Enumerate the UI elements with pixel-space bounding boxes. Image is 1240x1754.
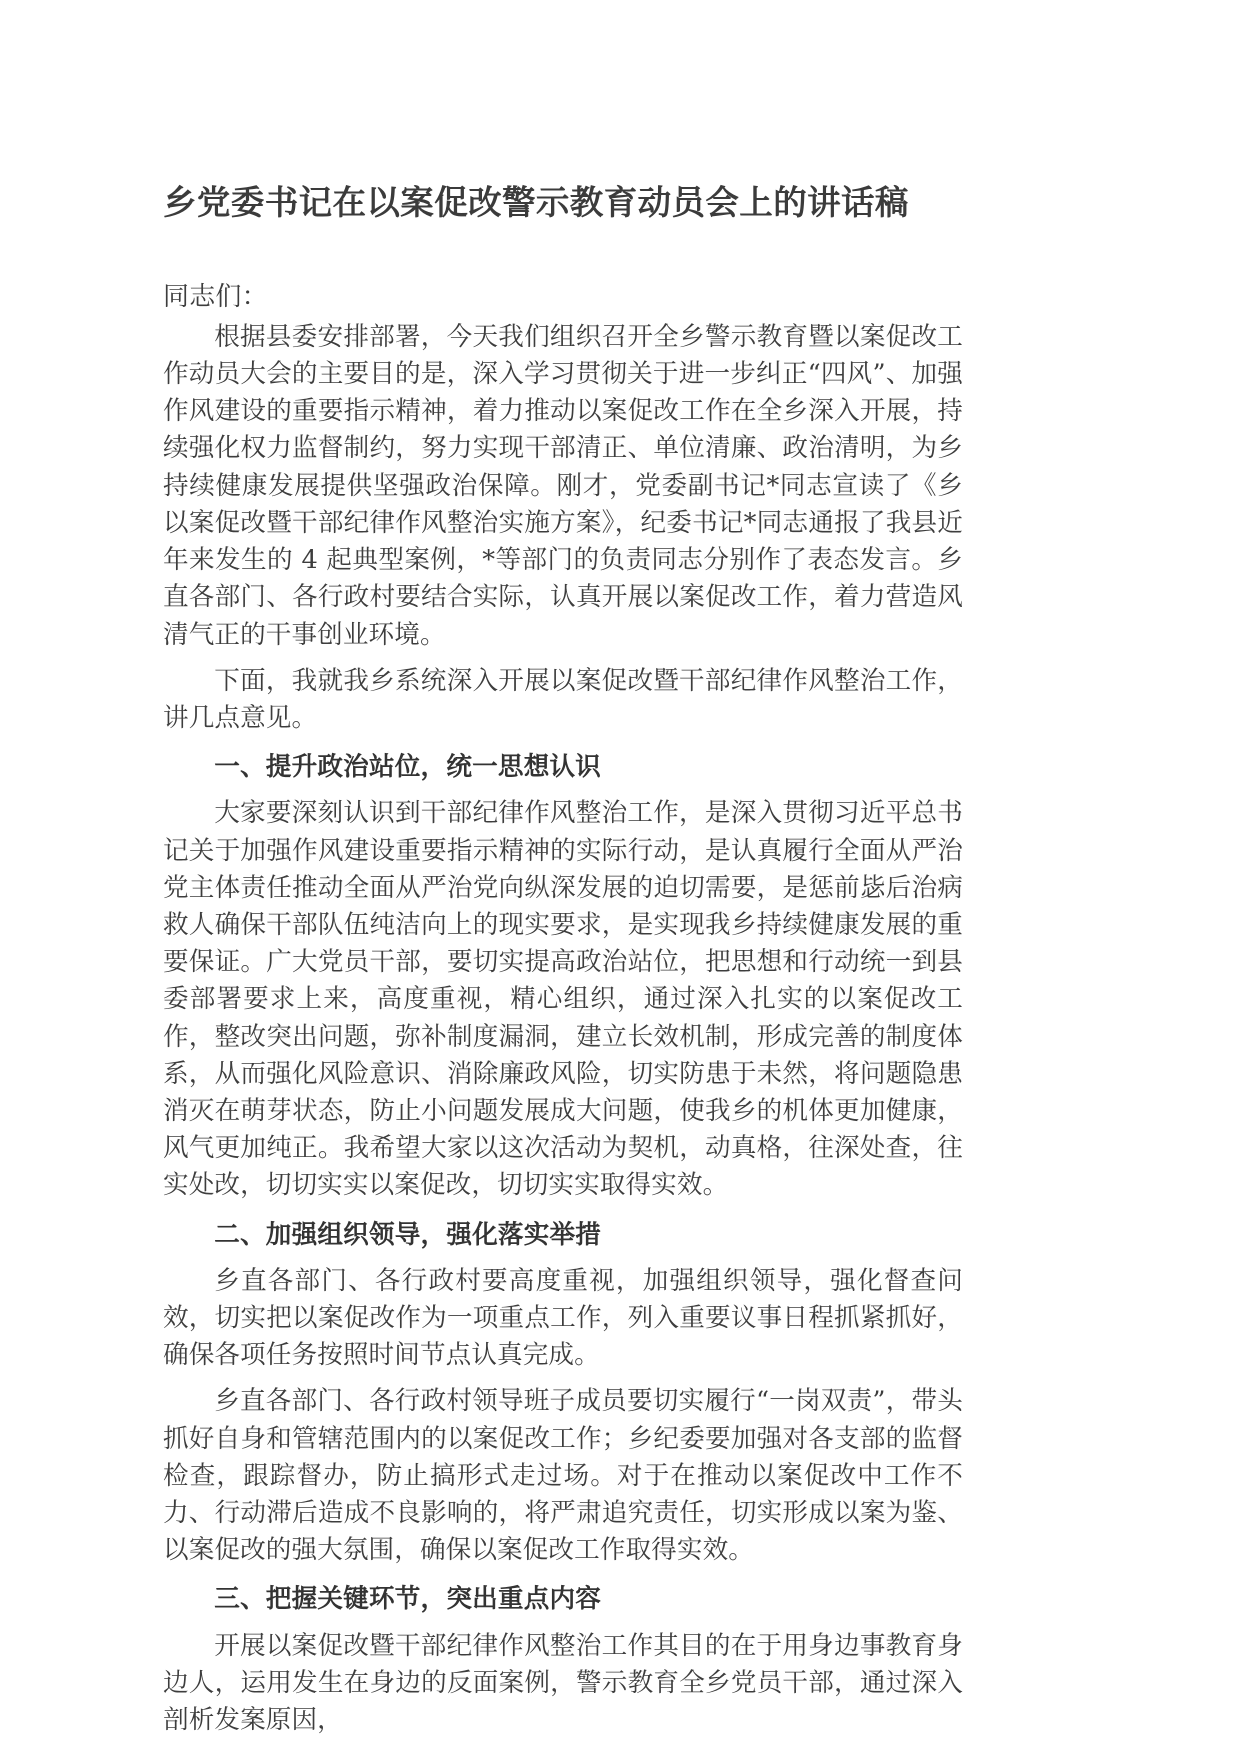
paragraph-intro-2: 下面，我就我乡系统深入开展以案促改暨干部纪律作风整治工作，讲几点意见。 bbox=[163, 665, 963, 733]
section-heading-3: 三、把握关键环节，突出重点内容 bbox=[214, 1584, 602, 1615]
salutation: 同志们： bbox=[163, 281, 268, 312]
paragraph-intro-1: 根据县委安排部署，今天我们组织召开全乡警示教育暨以案促改工作动员大会的主要目的是，深入学习贯彻关于进一步纠正“四风”、加强作风建设的重要指示精神，着力推动以案促改工作在全乡深入开展，持续强化权力监督制约，努力实现干部清正、单位清廉、政治清明，为乡持续健康发展提供坚强政治保障。刚才，党委副书记*同志宣读了《乡以案促改暨干部纪律作风整治实施方案》，纪委书记*同志通报了我县近年来发生的 4 起典型案例，*等部门的负责同志分别作了表态发言。乡直各部门、各行政村要结合实际，认真开展以案促改工作，着力营造风清气正的干事创业环境。 bbox=[163, 321, 963, 650]
paragraph-section-3-body: 开展以案促改暨干部纪律作风整治工作其目的在于用身边事教育身边人，运用发生在身边的反面案例，警示教育全乡党员干部，通过深入剖析发案原因， bbox=[163, 1630, 963, 1735]
document-content bbox=[163, 0, 963, 1739]
paragraph-section-2-body-2: 乡直各部门、各行政村领导班子成员要切实履行“一岗双责”，带头抓好自身和管辖范围内的以案促改工作；乡纪委要加强对各支部的监督检查，跟踪督办，防止搞形式走过场。对于在推动以案促改中工作不力、行动滞后造成不良影响的，将严肃追究责任，切实形成以案为鉴、以案促改的强大氛围，确保以案促改工作取得实效。 bbox=[163, 1386, 963, 1566]
paragraph-section-1-body: 大家要深刻认识到干部纪律作风整治工作，是深入贯彻习近平总书记关于加强作风建设重要指示精神的实际行动，是认真履行全面从严治党主体责任推动全面从严治党向纵深发展的迫切需要，是惩前毖后治病救人确保干部队伍纯洁向上的现实要求，是实现我乡持续健康发展的重要保证。广大党员干部，要切实提高政治站位，把思想和行动统一到县委部署要求上来，高度重视，精心组织，通过深入扎实的以案促改工作，整改突出问题，弥补制度漏洞，建立长效机制，形成完善的制度体系，从而强化风险意识、消除廉政风险，切实防患于未然，将问题隐患消灭在萌芽状态，防止小问题发展成大问题，使我乡的机体更加健康，风气更加纯正。我希望大家以这次活动为契机，动真格，往深处查，往实处改，切切实实以案促改，切切实实取得实效。 bbox=[163, 798, 963, 1201]
paragraph-section-2-body-1: 乡直各部门、各行政村要高度重视，加强组织领导，强化督查问效，切实把以案促改作为一项重点工作，列入重要议事日程抓紧抓好，确保各项任务按照时间节点认真完成。 bbox=[163, 1265, 963, 1371]
section-heading-2: 二、加强组织领导，强化落实举措 bbox=[214, 1219, 602, 1250]
section-heading-1: 一、提升政治站位，统一思想认识 bbox=[214, 752, 602, 783]
page-title: 乡党委书记在以案促改警示教育动员会上的讲话稿 bbox=[163, 183, 909, 222]
